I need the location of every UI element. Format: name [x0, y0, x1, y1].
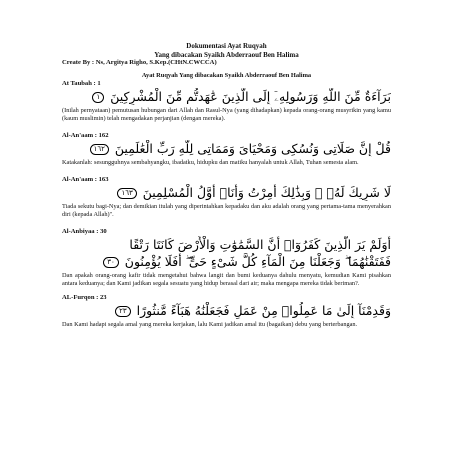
ayah-block-al-anbiyaa-30	[62, 228, 391, 288]
arabic-text: وَقَدِمْنَآ إِلَىٰ مَا عَمِلُوا۟ مِنْ عَمَلٍ فَجَعَلْنَٰهُ هَبَآءً مَّنثُورًا	[136, 302, 391, 318]
ayah-number-marker: ١	[92, 92, 104, 103]
ayah-number-marker: ١٦٣	[117, 188, 136, 199]
arabic-text: قُلْ إِنَّ صَلَاتِى وَنُسُكِى وَمَحْيَاىَ وَمَمَاتِى لِلَّهِ رَبِّ الْعَٰلَمِينَ	[114, 140, 391, 156]
section-heading: Ayat Ruqyah Yang dibacakan Syaikh Abderraouf Ben Halima	[141, 71, 312, 79]
verse-translation: Dan apakah orang-orang kafir tidak mengetahui bahwa langit dan bumi keduanya dahulu menyatu, kemudian Kami pisahkan antara keduanya; dan Kami jadikan segala sesuatu yang hidup berasal dari air; maka mengapa mereka tidak beriman?.	[62, 271, 391, 287]
verse-translation: Katakanlah: sesungguhnya sembahyangku, ibadatku, hidupku dan matiku hanyalah untuk Allah, Tuhan semesta alam.	[62, 158, 359, 166]
creator-line: Create By : Ns, Argitya Righo, S.Kep.(CHtN.CWCCA)	[62, 59, 217, 67]
verse-translation: Tiada sekutu bagi-Nya; dan demikian itulah yang diperintahkan kepadaku dan aku adalah orang yang pertama-tama menyerahkan diri (kepada Allah)".	[62, 202, 391, 218]
surah-label: At Taubah : 1	[62, 79, 101, 87]
arabic-verse	[62, 140, 391, 157]
ayah-block-at-taubah-1	[62, 80, 391, 123]
verse-translation: Dan Kami hadapi segala amal yang mereka kerjakan, lalu Kami jadikan amal itu (bagaikan) debu yang berterbangan.	[62, 320, 358, 328]
ayah-number-marker: ٣٠	[103, 257, 119, 268]
surah-label: AL-Furqon : 23	[62, 293, 107, 301]
document-title: Dokumentasi Ayat Ruqyah	[186, 42, 267, 50]
arabic-verse-line-1	[62, 236, 391, 253]
verse-translation: (Inilah pernyataan) pemutusan hubungan dari Allah dan Rasul-Nya (yang dihadapkan) kepada orang-orang musyrikin yang kamu (kaum muslimin) telah mengadakan perjanjian (dengan mereka).	[62, 106, 391, 122]
surah-label: Al-Anbiyaa : 30	[62, 227, 107, 235]
arabic-text: بَرَآءَةٌ مِّنَ اللَّهِ وَرَسُولِهِۦٓ إِلَى الَّذِينَ عَٰهَدتُّم مِّنَ الْمُشْرِكِينَ	[110, 88, 391, 104]
arabic-text: أَوَلَمْ يَرَ الَّذِينَ كَفَرُوٓا۟ أَنَّ السَّمَٰوَٰتِ وَالْأَرْضَ كَانَتَا رَتْقًا	[129, 236, 391, 252]
arabic-verse	[62, 184, 391, 201]
document-subtitle: Yang dibacakan Syaikh Abderraouf Ben Halima	[154, 50, 299, 59]
arabic-verse	[62, 302, 391, 319]
surah-label: Al-An'aam : 162	[62, 131, 109, 139]
ayah-block-al-anaam-163	[62, 176, 391, 219]
arabic-verse-line-2	[62, 253, 391, 270]
ayah-number-marker: ٢٣	[115, 306, 131, 317]
arabic-verse	[62, 88, 391, 105]
arabic-text: لَا شَرِيكَ لَهُۥ ۖ وَبِذَٰلِكَ أُمِرْتُ وَأَنَا۠ أَوَّلُ الْمُسْلِمِينَ	[142, 184, 391, 200]
arabic-text: فَفَتَقْنَٰهُمَا ۖ وَجَعَلْنَا مِنَ الْمَآءِ كُلَّ شَىْءٍ حَىٍّ ۖ أَفَلَا يُؤْمِنُونَ	[124, 253, 391, 269]
surah-label: Al-An'aam : 163	[62, 175, 109, 183]
ayah-number-marker: ١٦٢	[90, 144, 109, 155]
ayah-block-al-furqon-23	[62, 294, 391, 329]
ayah-block-al-anaam-162	[62, 132, 391, 167]
